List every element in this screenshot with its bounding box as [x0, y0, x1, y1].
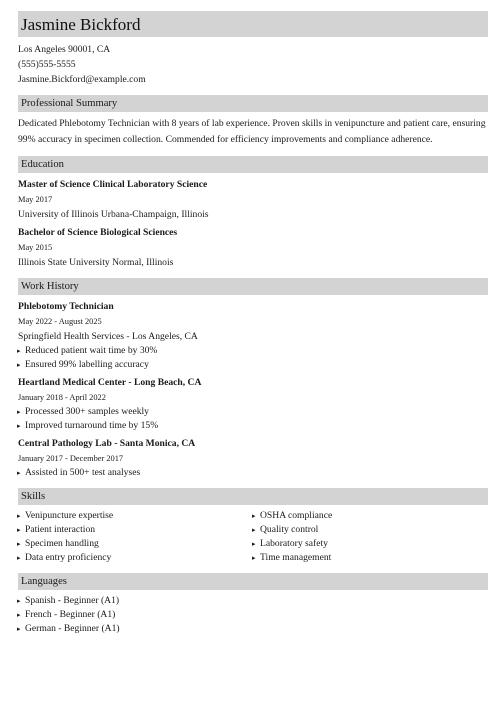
job-dates: January 2017 - December 2017 — [18, 454, 124, 463]
list-item: ▸ Processed 300+ samples weekly — [18, 405, 488, 419]
languages-list — [18, 594, 488, 636]
skill-item: ▸ Laboratory safety — [253, 537, 488, 551]
skills-section — [18, 488, 488, 565]
contact-location: Los Angeles 90001, CA — [18, 44, 111, 55]
job-title: Heartland Medical Center - Long Beach, CA — [18, 377, 202, 388]
candidate-name: Jasmine Bickford — [21, 14, 141, 34]
summary-section — [18, 95, 488, 148]
summary-text: Dedicated Phlebotomy Technician with 8 years of lab experience. Proven skills in venipuncture and patient care, ensuring 99% accuracy in specimen collection. Commended for efficiency improvements and compliance adherence. — [18, 118, 486, 145]
contact-email: Jasmine.Bickford@example.com — [18, 74, 146, 85]
job-bullets — [18, 344, 488, 372]
job-bullets — [18, 466, 488, 480]
job-title: Central Pathology Lab - Santa Monica, CA — [18, 438, 196, 449]
work-history-section — [18, 278, 488, 480]
skills-column-right — [253, 509, 488, 565]
section-heading-education: Education — [18, 156, 488, 173]
list-item: ▸ Ensured 99% labelling accuracy — [18, 358, 488, 372]
skill-item: ▸ OSHA compliance — [253, 509, 488, 523]
job-title: Phlebotomy Technician — [18, 301, 114, 312]
graduation-date: May 2017 — [18, 195, 53, 204]
skill-item: ▸ Patient interaction — [18, 523, 253, 537]
education-item — [18, 225, 488, 270]
name-banner — [18, 11, 488, 37]
job-dates: January 2018 - April 2022 — [18, 393, 106, 402]
contact-phone: (555)555-5555 — [18, 59, 76, 70]
graduation-date: May 2015 — [18, 243, 53, 252]
skill-item: ▸ Specimen handling — [18, 537, 253, 551]
education-item — [18, 177, 488, 222]
list-item: ▸ Reduced patient wait time by 30% — [18, 344, 488, 358]
section-heading-summary: Professional Summary — [18, 95, 488, 112]
skill-item: ▸ Time management — [253, 551, 488, 565]
skill-item: ▸ Data entry proficiency — [18, 551, 253, 565]
degree: Bachelor of Science Biological Sciences — [18, 227, 178, 238]
job-company: Springfield Health Services - Los Angeles, CA — [18, 331, 198, 342]
list-item: ▸ Improved turnaround time by 15% — [18, 419, 488, 433]
school: University of Illinois Urbana-Champaign, Illinois — [18, 209, 209, 220]
contact-block — [18, 42, 488, 87]
job-dates: May 2022 - August 2025 — [18, 317, 102, 326]
section-heading-work-history: Work History — [18, 278, 488, 295]
language-item: ▸ French - Beginner (A1) — [18, 608, 488, 622]
skills-column-left — [18, 509, 253, 565]
language-item: ▸ German - Beginner (A1) — [18, 622, 488, 636]
job-entry — [18, 299, 488, 372]
section-heading-languages: Languages — [18, 573, 488, 590]
languages-section — [18, 573, 488, 636]
section-heading-skills: Skills — [18, 488, 488, 505]
skill-item: ▸ Quality control — [253, 523, 488, 537]
job-bullets — [18, 405, 488, 433]
job-entry — [18, 375, 488, 433]
degree: Master of Science Clinical Laboratory Science — [18, 179, 208, 190]
education-section — [18, 156, 488, 270]
skill-item: ▸ Venipuncture expertise — [18, 509, 253, 523]
language-item: ▸ Spanish - Beginner (A1) — [18, 594, 488, 608]
list-item: ▸ Assisted in 500+ test analyses — [18, 466, 488, 480]
school: Illinois State University Normal, Illinois — [18, 257, 174, 268]
job-entry — [18, 436, 488, 480]
